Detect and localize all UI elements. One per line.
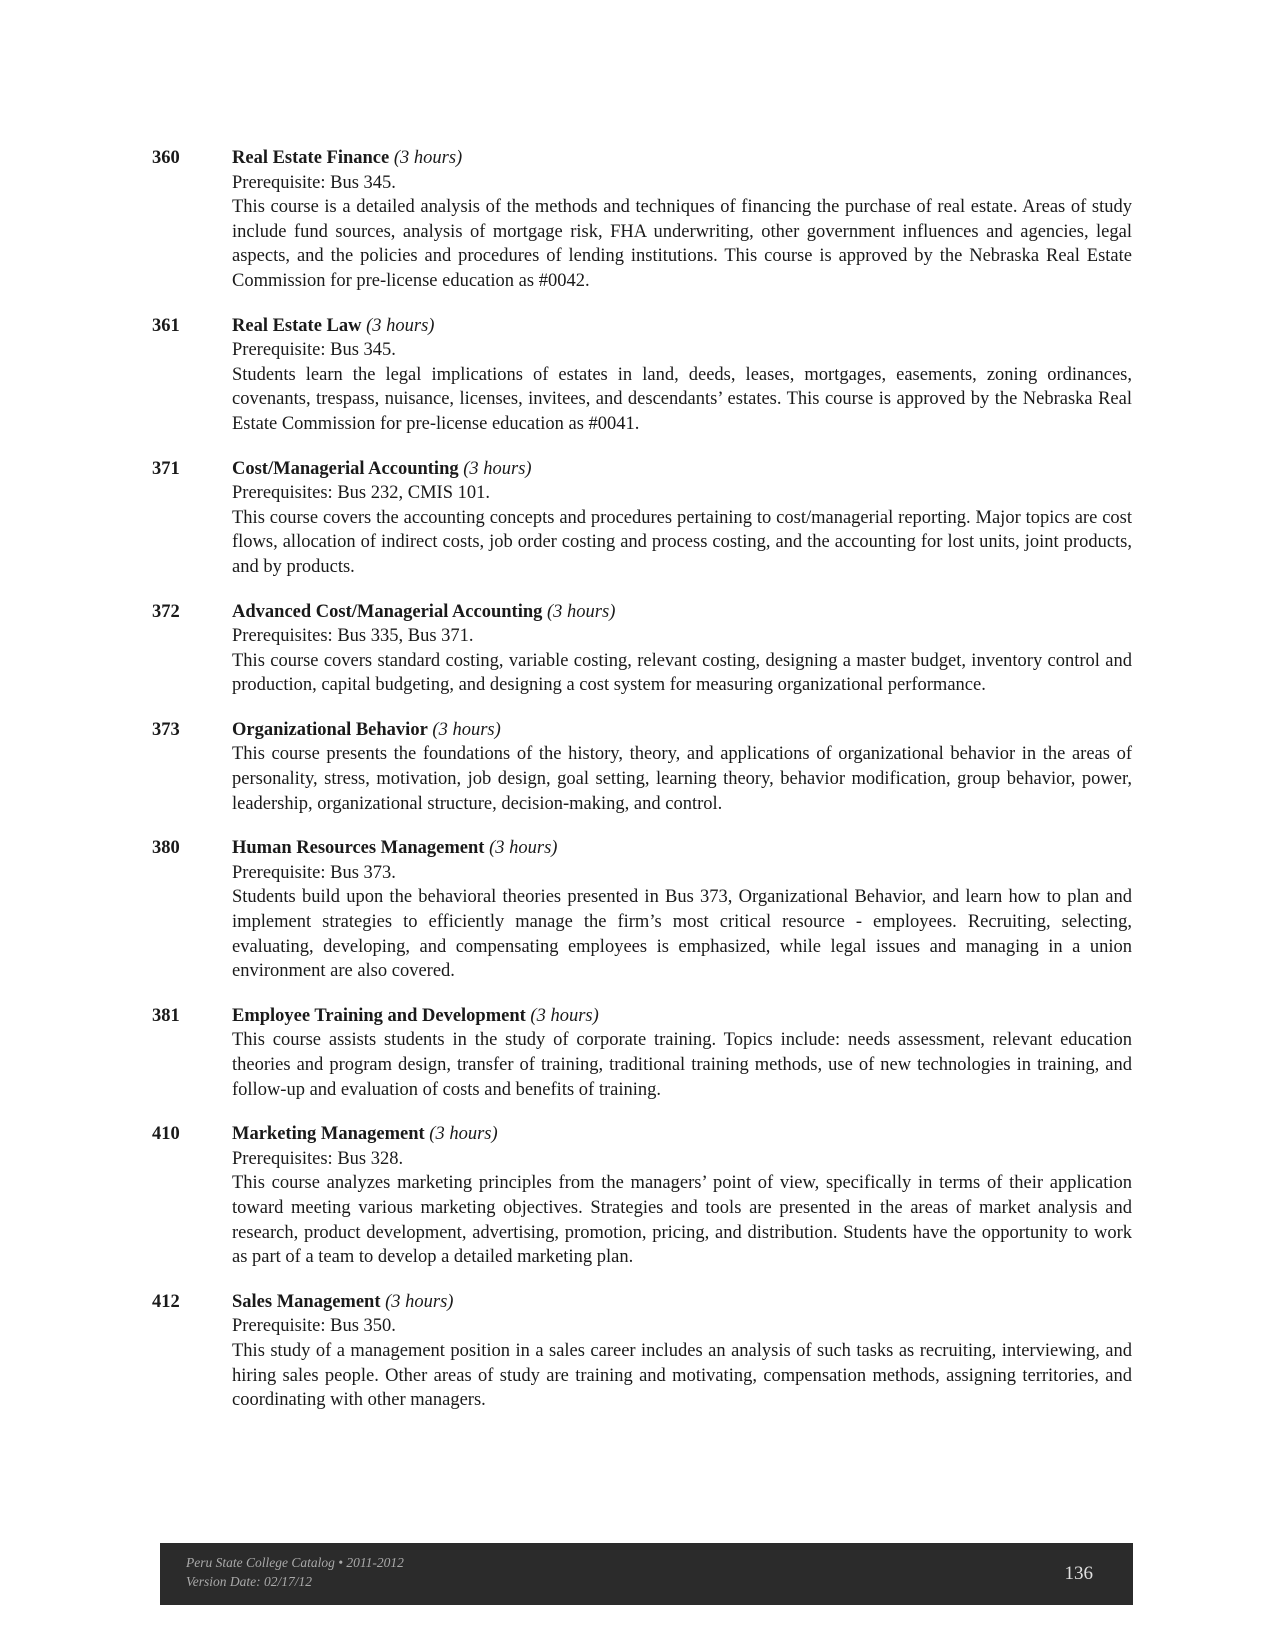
course-prerequisite: Prerequisites: Bus 328. [232, 1148, 404, 1169]
course-body [232, 600, 1132, 698]
course-hours: (3 hours) [432, 719, 501, 740]
course-number: 361 [152, 315, 180, 336]
course-entry [152, 718, 1132, 816]
course-entry [152, 836, 1132, 984]
course-body [232, 1290, 1132, 1413]
course-description: Students learn the legal implications of estates in land, deeds, leases, mortgages, easements, zoning ordinances, covenants, trespass, nuisance, licenses, invitees, and descendants’ estates. This course is approved by the Nebraska Real Estate Commission for pre-license education as #0041. [232, 364, 1132, 434]
course-heading [232, 1290, 1132, 1315]
course-title: Sales Management [232, 1291, 381, 1312]
course-number: 371 [152, 458, 180, 479]
course-title: Marketing Management [232, 1124, 425, 1145]
page-number: 136 [1064, 1563, 1093, 1584]
course-number: 412 [152, 1291, 180, 1312]
footer-catalog-line: Peru State College Catalog • 2011-2012 [186, 1555, 404, 1570]
course-title: Human Resources Management [232, 838, 485, 859]
course-description: This course assists students in the study of corporate training. Topics include: needs assessment, relevant education theories and program design, transfer of training, traditional training methods, use of new technologies in training, and follow-up and evaluation of costs and benefits of training. [232, 1030, 1132, 1100]
course-entry [152, 146, 1132, 294]
course-number: 410 [152, 1124, 180, 1145]
course-prerequisite: Prerequisite: Bus 345. [232, 172, 396, 193]
course-description: This course analyzes marketing principles from the managers’ point of view, specifically in terms of their application toward meeting various marketing objectives. Strategies and tools are presented in the areas of market analysis and research, product development, advertising, promotion, pricing, and distribution. Students have the opportunity to work as part of a team to develop a detailed marketing plan. [232, 1173, 1132, 1268]
course-heading [232, 836, 1132, 861]
course-body [232, 718, 1132, 816]
course-title: Employee Training and Development [232, 1005, 526, 1026]
course-hours: (3 hours) [366, 315, 435, 336]
course-heading [232, 314, 1132, 339]
course-heading [232, 1004, 1132, 1029]
course-description: This study of a management position in a sales career includes an analysis of such tasks as recruiting, interviewing, and hiring sales people. Other areas of study are training and motivating, compensation methods, assigning territories, and coordinating with other managers. [232, 1340, 1132, 1411]
course-prerequisite: Prerequisite: Bus 350. [232, 1316, 396, 1337]
course-prerequisite: Prerequisites: Bus 232, CMIS 101. [232, 483, 490, 504]
footer-version-line: Version Date: 02/17/12 [186, 1574, 312, 1589]
course-body [232, 1004, 1132, 1102]
course-entry [152, 1004, 1132, 1102]
course-number: 372 [152, 601, 180, 622]
course-hours: (3 hours) [429, 1124, 498, 1145]
footer-catalog-info [186, 1553, 404, 1591]
course-entry [152, 1122, 1132, 1270]
course-entry [152, 457, 1132, 580]
course-hours: (3 hours) [530, 1005, 599, 1026]
course-body [232, 457, 1132, 580]
course-number: 373 [152, 719, 180, 740]
course-number: 380 [152, 838, 180, 859]
course-heading [232, 718, 1132, 743]
course-prerequisite: Prerequisite: Bus 345. [232, 340, 396, 361]
course-description: This course presents the foundations of the history, theory, and applications of organizational behavior in the areas of personality, stress, motivation, job design, goal setting, learning theory, behavior modification, group behavior, power, leadership, organizational structure, decision-making, and control. [232, 744, 1132, 814]
course-entry [152, 314, 1132, 437]
course-description: This course covers standard costing, variable costing, relevant costing, designing a master budget, inventory control and production, capital budgeting, and designing a cost system for measuring organizational performance. [232, 650, 1132, 696]
course-prerequisite: Prerequisites: Bus 335, Bus 371. [232, 626, 474, 647]
course-description: Students build upon the behavioral theories presented in Bus 373, Organizational Behavior, and learn how to plan and implement strategies to efficiently manage the firm’s most critical resource - employees. Recruiting, selecting, evaluating, developing, and compensating employees is emphasized, while legal issues and managing in a union environment are also covered. [232, 887, 1132, 982]
course-prerequisite: Prerequisite: Bus 373. [232, 862, 396, 883]
course-heading [232, 457, 1132, 482]
course-body [232, 836, 1132, 984]
course-heading [232, 600, 1132, 625]
course-list [152, 146, 1132, 1433]
course-entry [152, 600, 1132, 698]
course-title: Cost/Managerial Accounting [232, 458, 459, 479]
course-title: Real Estate Law [232, 315, 362, 336]
course-title: Organizational Behavior [232, 719, 428, 740]
course-number: 381 [152, 1005, 180, 1026]
footer-bar [160, 1543, 1133, 1605]
course-hours: (3 hours) [547, 601, 616, 622]
course-heading [232, 146, 1132, 171]
course-description: This course is a detailed analysis of the methods and techniques of financing the purchase of real estate. Areas of study include fund sources, analysis of mortgage risk, FHA underwriting, other government influences and agencies, legal aspects, and the policies and procedures of lending institutions. This course is approved by the Nebraska Real Estate Commission for pre-license education as #0042. [232, 197, 1132, 291]
course-title: Real Estate Finance [232, 148, 390, 168]
course-body [232, 146, 1132, 294]
course-hours: (3 hours) [463, 458, 532, 479]
course-body [232, 314, 1132, 437]
course-description: This course covers the accounting concepts and procedures pertaining to cost/managerial reporting. Major topics are cost flows, allocation of indirect costs, job order costing and process costing, and the accounting for lost units, joint products, and by products. [232, 507, 1132, 577]
course-entry [152, 1290, 1132, 1413]
course-hours: (3 hours) [385, 1291, 454, 1312]
course-hours: (3 hours) [393, 148, 463, 168]
course-hours: (3 hours) [489, 838, 558, 859]
course-number: 360 [152, 148, 180, 168]
course-heading [232, 1122, 1132, 1147]
course-body [232, 1122, 1132, 1270]
course-title: Advanced Cost/Managerial Accounting [232, 601, 543, 622]
